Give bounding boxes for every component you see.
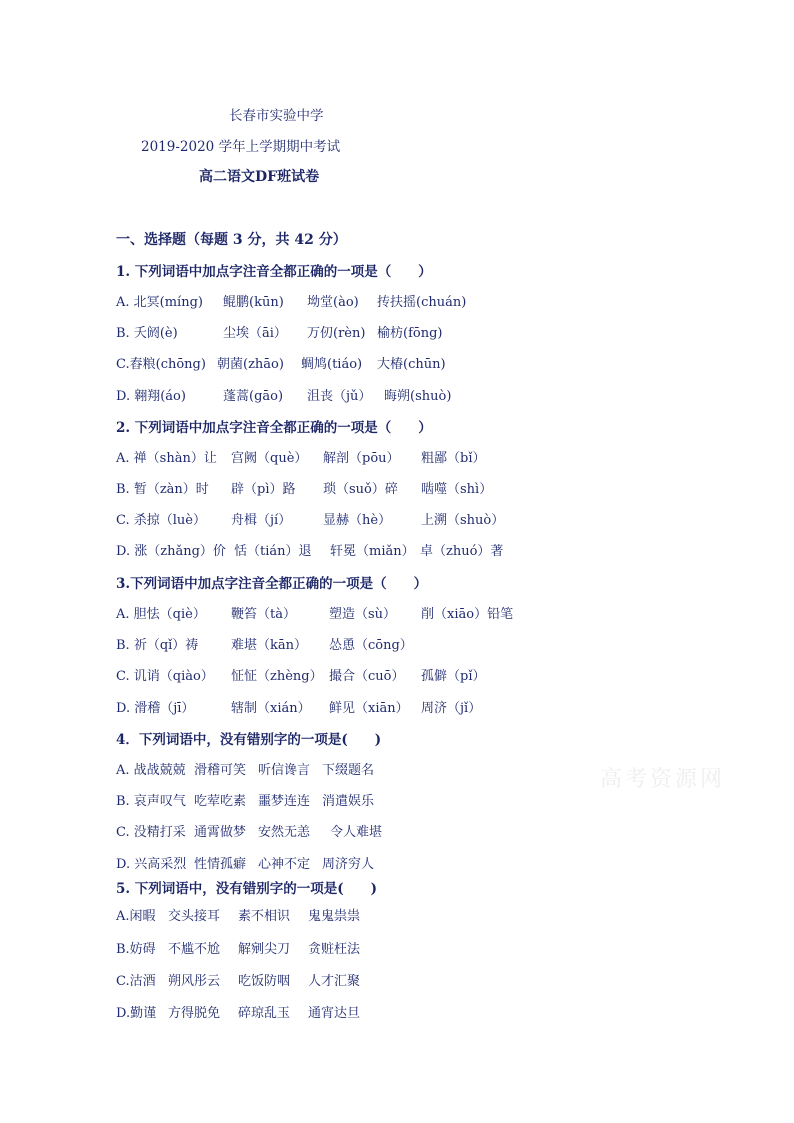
option-item: B.妨碍: [116, 942, 156, 957]
option-item: 噩梦连连: [258, 794, 311, 809]
option-item: 素不相识: [238, 909, 291, 924]
option-item: 粗鄙（bǐ）: [421, 451, 486, 466]
option-item: 榆枋(fōng): [377, 326, 443, 341]
question-5-stem: 5. 下列词语中，没有错别字的一项是( ): [116, 881, 378, 897]
option-item: B. 祈（qǐ）祷: [116, 638, 199, 653]
option-item: 宫阙（què）: [231, 451, 308, 466]
question-1-option-a: [116, 291, 466, 310]
question-5-option-c: [116, 970, 360, 989]
option-item: 蜩鸠(tiáo): [301, 357, 363, 372]
option-item: 坳堂(ào): [307, 295, 359, 310]
option-item: 人才汇聚: [308, 974, 361, 989]
option-item: 吃荤吃素: [194, 794, 247, 809]
option-item: 周济穷人: [322, 857, 375, 872]
option-item: 卓（zhuó）著: [420, 544, 504, 559]
question-4-option-a: [116, 759, 374, 778]
question-5-option-b: [116, 938, 360, 957]
question-1-stem: 1. 下列词语中加点字注音全都正确的一项是（ ）: [116, 264, 432, 280]
option-item: 解剜尖刀: [238, 942, 291, 957]
option-item: B. 哀声叹气: [116, 794, 186, 809]
question-2-option-a: [116, 447, 485, 466]
option-item: 交头接耳: [168, 909, 221, 924]
school-name: 长春市实验中学: [229, 108, 324, 124]
option-item: 消遣娱乐: [322, 794, 375, 809]
option-item: 性情孤癖: [194, 857, 247, 872]
question-3-option-a: [116, 603, 513, 622]
option-item: 辟（pì）路: [231, 482, 296, 497]
option-item: 碎琼乱玉: [238, 1006, 291, 1021]
option-item: 不尴不尬: [168, 942, 221, 957]
option-item: 通宵达旦: [308, 1006, 361, 1021]
option-item: 下缀题名: [322, 763, 375, 778]
question-1-option-b: [116, 322, 442, 341]
option-item: 吃饭防咽: [238, 974, 291, 989]
option-item: D. 兴高采烈: [116, 857, 187, 872]
option-item: A.闲暇: [116, 909, 156, 924]
option-item: 解剖（pōu）: [323, 451, 400, 466]
option-item: 周济（jǐ）: [421, 701, 482, 716]
option-item: 怂恿（cōng）: [329, 638, 413, 653]
option-item: 怔怔（zhèng）: [231, 669, 323, 684]
option-item: A. 胆怯（qiè）: [116, 607, 206, 622]
option-item: 通霄做梦: [194, 825, 247, 840]
section-heading: 一、选择题（每题 3 分，共 42 分）: [116, 232, 347, 248]
question-2-option-b: [116, 478, 492, 497]
question-3-option-b: [116, 634, 413, 653]
option-item: 贪赃枉法: [308, 942, 361, 957]
option-item: 尘埃（āi）: [223, 326, 287, 341]
option-item: C.舂粮(chōng): [116, 357, 206, 372]
option-item: 令人难堪: [330, 825, 383, 840]
question-2-stem: 2. 下列词语中加点字注音全都正确的一项是（ ）: [116, 420, 432, 436]
question-2-option-c: [116, 509, 504, 528]
option-item: 安然无恙: [258, 825, 311, 840]
option-item: 听信谗言: [258, 763, 311, 778]
option-item: 朔风彤云: [168, 974, 221, 989]
option-item: A. 北冥(míng): [116, 295, 203, 310]
option-item: 滑稽可笑: [194, 763, 247, 778]
option-item: 显赫（hè）: [323, 513, 392, 528]
option-item: C. 讥诮（qiào）: [116, 669, 214, 684]
option-item: 方得脱免: [168, 1006, 221, 1021]
option-item: 啮噬（shì）: [421, 482, 493, 497]
question-4-stem: 4．下列词语中，没有错别字的一项是( ): [116, 732, 382, 748]
question-4-option-d: [116, 853, 374, 872]
question-3-option-d: [116, 697, 481, 716]
option-item: C.沽酒: [116, 974, 156, 989]
question-2-option-d: [116, 540, 503, 559]
option-item: D.勤谨: [116, 1006, 157, 1021]
option-item: 万仞(rèn): [307, 326, 366, 341]
question-3-option-c: [116, 665, 485, 684]
option-item: A. 战战兢兢: [116, 763, 186, 778]
option-item: 心神不定: [258, 857, 311, 872]
option-item: D. 翱翔(áo): [116, 389, 186, 404]
option-item: 大椿(chūn): [377, 357, 446, 372]
question-4-option-c: [116, 821, 382, 840]
option-item: 抟扶摇(chuán): [377, 295, 467, 310]
option-item: 鲲鹏(kūn): [223, 295, 284, 310]
question-4-option-b: [116, 790, 374, 809]
question-5-option-d: [116, 1002, 360, 1021]
option-item: 上溯（shuò）: [421, 513, 505, 528]
question-3-stem: 3.下列词语中加点字注音全都正确的一项是（ ）: [116, 576, 428, 592]
option-item: C. 杀掠（luè）: [116, 513, 206, 528]
option-item: B. 夭阏(è): [116, 326, 178, 341]
option-item: 难堪（kān）: [231, 638, 308, 653]
option-item: 辖制（xián）: [231, 701, 311, 716]
option-item: 恬（tián）退: [234, 544, 312, 559]
option-item: 琐（suǒ）碎: [323, 482, 398, 497]
option-item: B. 暂（zàn）时: [116, 482, 209, 497]
option-item: 沮丧（jǔ）: [307, 389, 372, 404]
option-item: 鞭笞（tà）: [231, 607, 296, 622]
option-item: 朝菌(zhāo): [217, 357, 284, 372]
question-1-option-c: [116, 353, 446, 372]
option-item: 舟楫（jí）: [231, 513, 292, 528]
option-item: 鲜见（xiān）: [329, 701, 409, 716]
option-item: 撮合（cuō）: [329, 669, 405, 684]
option-item: 塑造（sù）: [329, 607, 397, 622]
option-item: 蓬蒿(gāo): [223, 389, 284, 404]
watermark-text: 高考资源网: [600, 767, 726, 792]
option-item: C. 没精打采: [116, 825, 186, 840]
option-item: D. 涨（zhǎng）价: [116, 544, 226, 559]
option-item: 孤僻（pǐ）: [421, 669, 486, 684]
option-item: 轩冕（miǎn）: [330, 544, 415, 559]
question-5-option-a: [116, 905, 360, 924]
option-item: 鬼鬼祟祟: [308, 909, 361, 924]
paper-title: 高二语文DF班试卷: [199, 169, 320, 185]
exam-term: 2019-2020 学年上学期期中考试: [141, 139, 341, 155]
question-1-option-d: [116, 385, 451, 404]
option-item: 削（xiāo）铅笔: [421, 607, 514, 622]
option-item: 晦朔(shuò): [384, 389, 452, 404]
option-item: D. 滑稽（jī）: [116, 701, 195, 716]
option-item: A. 禅（shàn）让: [116, 451, 217, 466]
